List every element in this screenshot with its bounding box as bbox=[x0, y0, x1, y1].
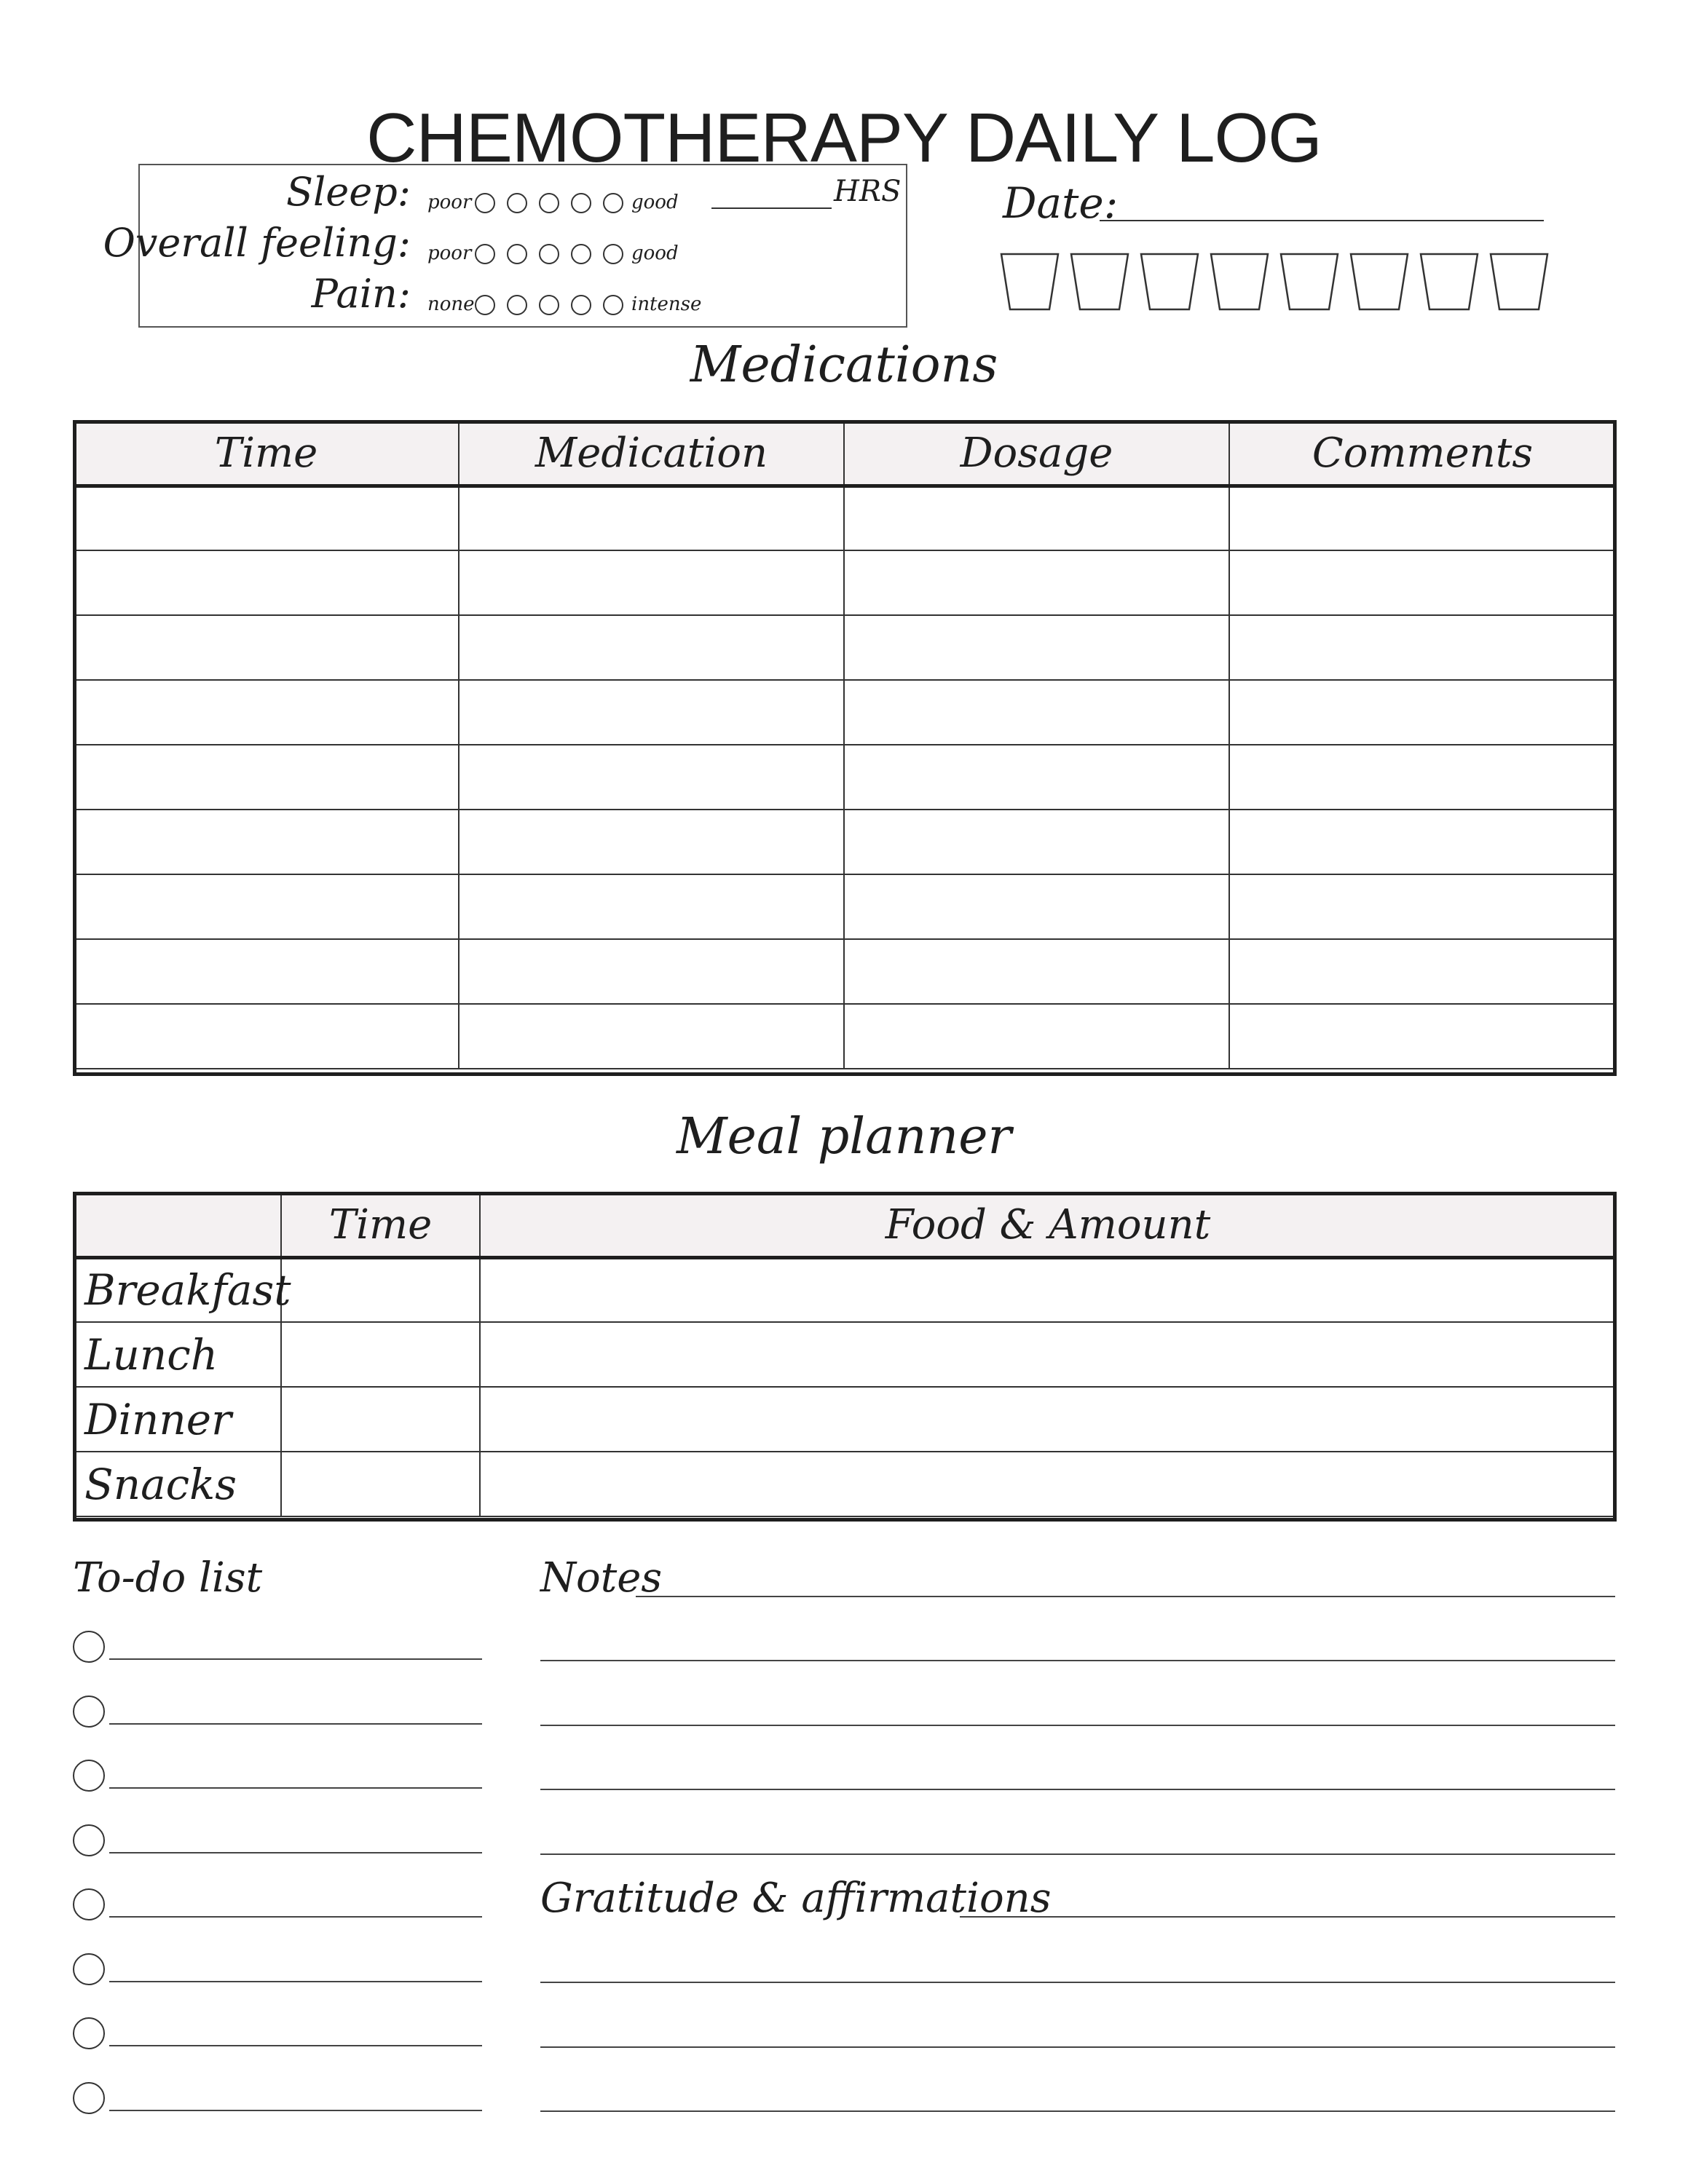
water-cup-3[interactable] bbox=[1141, 254, 1198, 309]
table-row bbox=[74, 550, 1616, 615]
notes-line[interactable] bbox=[540, 1853, 1615, 1855]
medications-cell[interactable] bbox=[459, 874, 844, 939]
meal-row-label: Snacks bbox=[74, 1452, 281, 1516]
medications-cell[interactable] bbox=[844, 486, 1229, 550]
meal-row-label: Breakfast bbox=[74, 1257, 281, 1322]
todo-title: To-do list bbox=[73, 1554, 263, 1602]
medications-column-header: Comments bbox=[1229, 422, 1616, 486]
table-row bbox=[74, 1257, 1616, 1322]
meal-planner-title: Meal planner bbox=[677, 1108, 1011, 1166]
rating-circle-1-1[interactable] bbox=[475, 244, 495, 264]
table-row bbox=[74, 1004, 1616, 1069]
meal-column-header: Food & Amount bbox=[480, 1193, 1616, 1257]
rating-circle-0-1[interactable] bbox=[475, 193, 495, 213]
meal-row-label: Lunch bbox=[74, 1322, 281, 1387]
water-cup-4[interactable] bbox=[1211, 254, 1268, 309]
todo-line[interactable] bbox=[109, 1787, 482, 1789]
hours-label: HRS bbox=[834, 175, 902, 208]
gratitude-line[interactable] bbox=[540, 2046, 1615, 2048]
medications-cell[interactable] bbox=[74, 1004, 459, 1069]
gratitude-line[interactable] bbox=[960, 1916, 1615, 1918]
rating-low-word-0: poor bbox=[427, 191, 472, 213]
water-cup-2[interactable] bbox=[1071, 254, 1128, 309]
medications-cell[interactable] bbox=[844, 1004, 1229, 1069]
medications-column-header: Medication bbox=[459, 422, 844, 486]
table-row bbox=[74, 810, 1616, 874]
todo-line[interactable] bbox=[109, 1723, 482, 1725]
medications-cell[interactable] bbox=[844, 745, 1229, 810]
medications-cell[interactable] bbox=[459, 615, 844, 680]
rating-circle-0-5[interactable] bbox=[603, 193, 623, 213]
rating-circle-2-1[interactable] bbox=[475, 295, 495, 315]
rating-circle-1-4[interactable] bbox=[571, 244, 591, 264]
rating-high-word-0: good bbox=[631, 191, 679, 213]
medications-cell[interactable] bbox=[74, 810, 459, 874]
medications-cell[interactable] bbox=[844, 680, 1229, 745]
medications-cell[interactable] bbox=[1229, 680, 1616, 745]
water-cup-1[interactable] bbox=[1001, 254, 1058, 309]
todo-line[interactable] bbox=[109, 2045, 482, 2046]
rating-circle-1-5[interactable] bbox=[603, 244, 623, 264]
todo-checkbox[interactable] bbox=[73, 1888, 105, 1920]
meal-time-cell[interactable] bbox=[281, 1387, 480, 1452]
meal-column-header bbox=[74, 1193, 281, 1257]
water-cup-6[interactable] bbox=[1351, 254, 1408, 309]
medications-cell[interactable] bbox=[459, 745, 844, 810]
medications-cell[interactable] bbox=[74, 680, 459, 745]
gratitude-line[interactable] bbox=[540, 1982, 1615, 1983]
notes-line[interactable] bbox=[540, 1660, 1615, 1661]
gratitude-line[interactable] bbox=[540, 2110, 1615, 2112]
table-row bbox=[74, 1452, 1616, 1516]
rating-circle-1-2[interactable] bbox=[507, 244, 527, 264]
date-label: Date: bbox=[1003, 178, 1119, 228]
rating-circle-0-4[interactable] bbox=[571, 193, 591, 213]
todo-checkbox[interactable] bbox=[73, 1953, 105, 1985]
meal-row-label: Dinner bbox=[74, 1387, 281, 1452]
medications-column-header: Time bbox=[74, 422, 459, 486]
water-cup-7[interactable] bbox=[1421, 254, 1478, 309]
todo-checkbox[interactable] bbox=[73, 1824, 105, 1856]
gratitude-title: Gratitude & affirmations bbox=[540, 1875, 1052, 1922]
medications-cell[interactable] bbox=[74, 615, 459, 680]
rating-label-2: Pain: bbox=[311, 271, 411, 317]
medications-cell[interactable] bbox=[1229, 1004, 1616, 1069]
meal-time-cell[interactable] bbox=[281, 1257, 480, 1322]
medications-cell[interactable] bbox=[1229, 810, 1616, 874]
medications-cell[interactable] bbox=[844, 939, 1229, 1004]
meal-food-cell[interactable] bbox=[480, 1387, 1616, 1452]
medications-cell[interactable] bbox=[1229, 745, 1616, 810]
todo-line[interactable] bbox=[109, 1916, 482, 1918]
medications-cell[interactable] bbox=[74, 874, 459, 939]
todo-checkbox[interactable] bbox=[73, 1696, 105, 1728]
notes-line[interactable] bbox=[540, 1725, 1615, 1726]
notes-line[interactable] bbox=[636, 1596, 1615, 1597]
medications-cell[interactable] bbox=[74, 550, 459, 615]
medications-cell[interactable] bbox=[1229, 874, 1616, 939]
medications-cell[interactable] bbox=[1229, 486, 1616, 550]
rating-circle-2-3[interactable] bbox=[539, 295, 559, 315]
rating-low-word-2: none bbox=[427, 293, 475, 315]
table-row bbox=[74, 615, 1616, 680]
wellbeing-rating-box bbox=[103, 164, 907, 328]
todo-checkbox[interactable] bbox=[73, 1631, 105, 1663]
rating-label-1: Overall feeling: bbox=[103, 220, 411, 266]
table-row bbox=[74, 939, 1616, 1004]
table-row bbox=[74, 680, 1616, 745]
medications-cell[interactable] bbox=[459, 680, 844, 745]
meal-food-cell[interactable] bbox=[480, 1452, 1616, 1516]
rating-label-0: Sleep: bbox=[286, 169, 411, 215]
table-row bbox=[74, 745, 1616, 810]
todo-checkbox[interactable] bbox=[73, 2082, 105, 2114]
medications-title: Medications bbox=[690, 336, 998, 394]
medications-cell[interactable] bbox=[459, 810, 844, 874]
water-cup-8[interactable] bbox=[1491, 254, 1547, 309]
rating-circle-0-2[interactable] bbox=[507, 193, 527, 213]
rating-circle-2-5[interactable] bbox=[603, 295, 623, 315]
medications-cell[interactable] bbox=[1229, 939, 1616, 1004]
water-cup-5[interactable] bbox=[1281, 254, 1338, 309]
notes-line[interactable] bbox=[540, 1789, 1615, 1790]
rating-low-word-1: poor bbox=[427, 242, 472, 264]
medications-cell[interactable] bbox=[844, 874, 1229, 939]
medications-cell[interactable] bbox=[74, 939, 459, 1004]
medications-cell[interactable] bbox=[74, 486, 459, 550]
meal-column-header: Time bbox=[281, 1193, 480, 1257]
table-row bbox=[74, 486, 1616, 550]
meal-food-cell[interactable] bbox=[480, 1322, 1616, 1387]
todo-line[interactable] bbox=[109, 1852, 482, 1853]
meal-planner-table bbox=[73, 1192, 1617, 1517]
notes-title: Notes bbox=[540, 1554, 663, 1602]
table-row bbox=[74, 1322, 1616, 1387]
rating-circle-0-3[interactable] bbox=[539, 193, 559, 213]
todo-line[interactable] bbox=[109, 1981, 482, 1982]
rating-high-word-1: good bbox=[631, 242, 679, 264]
rating-circle-2-2[interactable] bbox=[507, 295, 527, 315]
todo-checkbox[interactable] bbox=[73, 2017, 105, 2049]
meal-food-cell[interactable] bbox=[480, 1257, 1616, 1322]
medications-cell[interactable] bbox=[74, 745, 459, 810]
medications-column-header: Dosage bbox=[844, 422, 1229, 486]
medications-cell[interactable] bbox=[459, 486, 844, 550]
table-row bbox=[74, 874, 1616, 939]
medications-cell[interactable] bbox=[844, 810, 1229, 874]
rating-circle-1-3[interactable] bbox=[539, 244, 559, 264]
rating-circle-2-4[interactable] bbox=[571, 295, 591, 315]
medications-cell[interactable] bbox=[1229, 615, 1616, 680]
rating-high-word-2: intense bbox=[631, 293, 702, 315]
meal-time-cell[interactable] bbox=[281, 1322, 480, 1387]
page-title: CHEMOTHERAPY DAILY LOG bbox=[366, 99, 1322, 178]
medications-cell[interactable] bbox=[459, 939, 844, 1004]
medications-table bbox=[73, 421, 1617, 1069]
sleep-hours-field[interactable] bbox=[711, 207, 832, 209]
medications-cell[interactable] bbox=[1229, 550, 1616, 615]
table-row bbox=[74, 1387, 1616, 1452]
meal-time-cell[interactable] bbox=[281, 1452, 480, 1516]
water-cup-tracker bbox=[998, 251, 1551, 313]
medications-cell[interactable] bbox=[459, 550, 844, 615]
medications-cell[interactable] bbox=[844, 550, 1229, 615]
medications-cell[interactable] bbox=[844, 615, 1229, 680]
todo-checkbox[interactable] bbox=[73, 1760, 105, 1792]
medications-cell[interactable] bbox=[459, 1004, 844, 1069]
date-field[interactable] bbox=[1100, 220, 1544, 221]
todo-line[interactable] bbox=[109, 2110, 482, 2111]
todo-line[interactable] bbox=[109, 1658, 482, 1660]
